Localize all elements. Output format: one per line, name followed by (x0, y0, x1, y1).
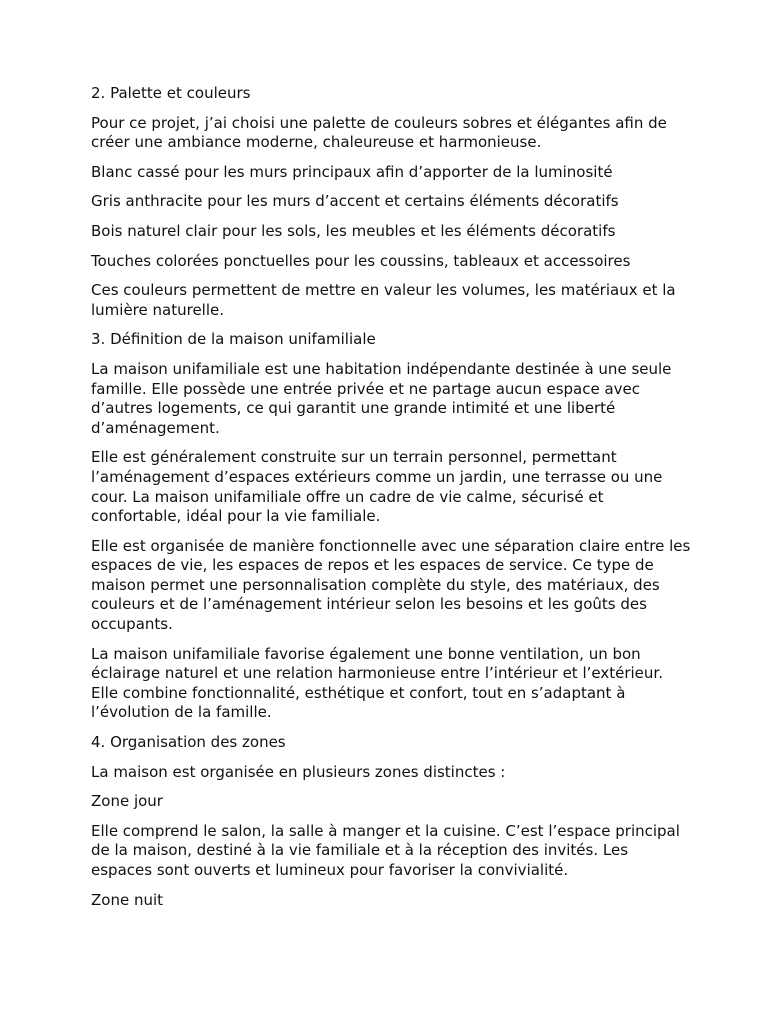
subheading-zone-nuit: Zone nuit (91, 890, 164, 909)
palette-item-bois-naturel: Bois naturel clair pour les sols, les meubles et les éléments décoratifs (91, 221, 616, 240)
paragraph-definition-2: Elle est généralement construite sur un terrain personnel, permettant l’aménagement d’espaces extérieurs comme un jardin, une terrasse ou une cour. La maison unifamiliale offre un cadre de vie calme, sécurisé et confortable, idéal pour la vie familiale. (91, 448, 663, 526)
document-page (91, 84, 691, 920)
paragraph-organisation-intro: La maison est organisée en plusieurs zones distinctes : (91, 762, 506, 781)
paragraph-palette-conclusion: Ces couleurs permettent de mettre en valeur les volumes, les matériaux et la lumière naturelle. (91, 281, 676, 319)
palette-item-blanc-casse: Blanc cassé pour les murs principaux afin d’apporter de la luminosité (91, 162, 613, 181)
palette-item-gris-anthracite: Gris anthracite pour les murs d’accent et certains éléments décoratifs (91, 192, 619, 211)
paragraph-palette-intro: Pour ce projet, j’ai choisi une palette de couleurs sobres et élégantes afin de créer une ambiance moderne, chaleureuse et harmonieuse. (91, 113, 667, 152)
paragraph-definition-3: Elle est organisée de manière fonctionnelle avec une séparation claire entre les espaces de vie, les espaces de repos et les espaces de service. Ce type de maison permet une personnalisation complète du style, des matériaux, des couleurs et de l’aménagement intérieur selon les besoins et les goûts des occupants. (91, 536, 691, 634)
subheading-zone-jour: Zone jour (91, 792, 163, 811)
paragraph-definition-4: La maison unifamiliale favorise également une bonne ventilation, un bon éclairage naturel et une relation harmonieuse entre l’intérieur et l’extérieur. Elle combine fonctionnalité, esthétique et confort, tout en s’adaptant à l’évolution de la famille. (91, 644, 663, 722)
section-heading-definition: 3. Définition de la maison unifamiliale (91, 330, 376, 349)
section-heading-organisation: 4. Organisation des zones (91, 733, 286, 752)
section-heading-palette: 2. Palette et couleurs (91, 84, 251, 102)
paragraph-zone-jour: Elle comprend le salon, la salle à manger et la cuisine. C’est l’espace principal de la maison, destiné à la vie familiale et à la réception des invités. Les espaces sont ouverts et lumineux pour favoriser la convivialité. (91, 821, 680, 879)
palette-item-touches-colorees: Touches colorées ponctuelles pour les coussins, tableaux et accessoires (91, 251, 631, 270)
paragraph-definition-1: La maison unifamiliale est une habitation indépendante destinée à une seule famille. Elle possède une entrée privée et ne partage aucun espace avec d’autres logements, ce qui garantit une grande intimité et une liberté d’aménagement. (91, 359, 672, 437)
